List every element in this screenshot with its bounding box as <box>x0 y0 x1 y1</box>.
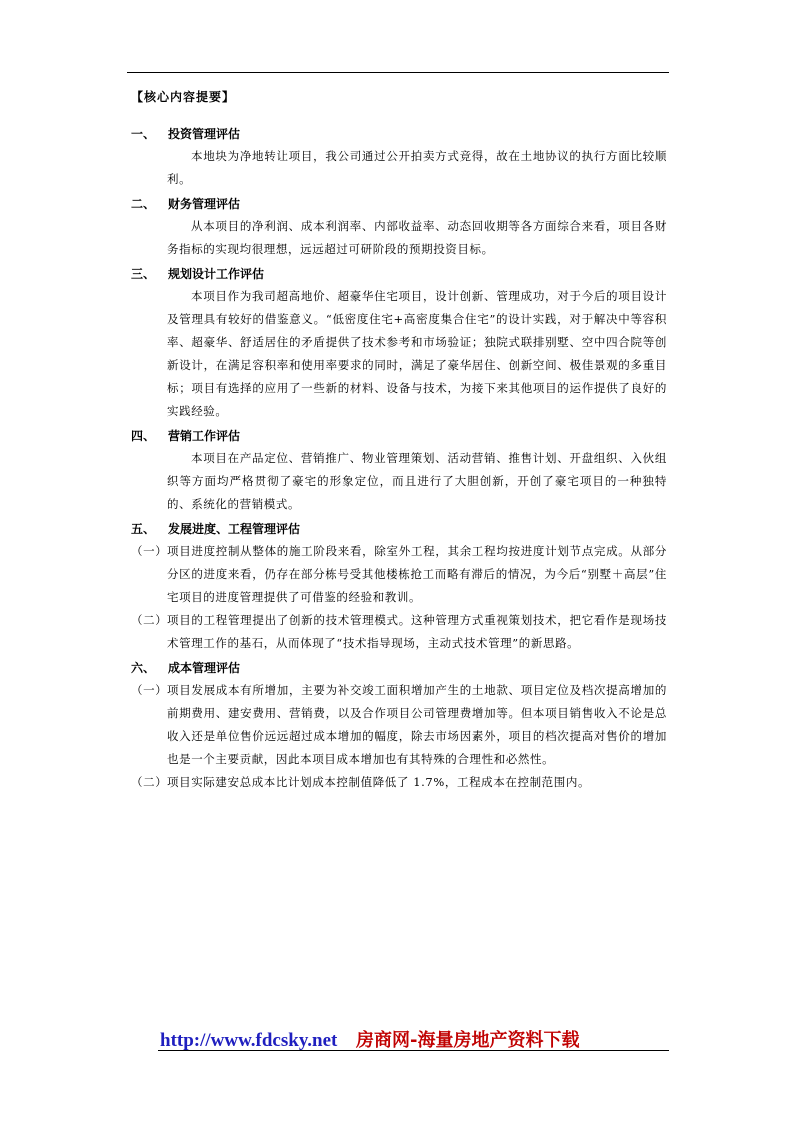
section-title: 投资管理评估 <box>168 127 241 141</box>
header-rule <box>127 72 669 73</box>
section-number: 六、 <box>131 661 156 675</box>
sub-item-text: 项目的工程管理提出了创新的技术管理模式。这种管理方式重视策划技术，把它看作是现场技术管理工作的基石，从而体现了“技术指导现场，主动式技术管理”的新思路。 <box>167 613 667 650</box>
sub-item <box>131 771 667 794</box>
section-title: 营销工作评估 <box>168 429 241 443</box>
section-progress-engineering <box>131 518 667 655</box>
section-heading <box>131 425 667 447</box>
sub-item-number: （一） <box>131 544 168 558</box>
sub-item <box>131 679 667 771</box>
sub-item-number: （二） <box>131 775 168 789</box>
section-heading <box>131 657 667 679</box>
section-number: 五、 <box>131 522 156 536</box>
section-title: 财务管理评估 <box>168 197 241 211</box>
section-heading <box>131 263 667 285</box>
section-marketing <box>131 425 667 516</box>
sub-item <box>131 540 667 609</box>
section-heading <box>131 518 667 540</box>
footer-rule <box>158 1050 669 1051</box>
section-number: 一、 <box>131 127 156 141</box>
section-number: 四、 <box>131 429 156 443</box>
sub-item-text: 项目发展成本有所增加，主要为补交竣工面积增加产生的土地款、项目定位及档次提高增加的前期费用、建安费用、营销费，以及合作项目公司管理费增加等。但本项目销售收入不论是总收入还是单位售价远远超过成本增加的幅度，除去市场因素外，项目的档次提高对售价的增加也是一个主要贡献，因此本项目成本增加也有其特殊的合理性和必然性。 <box>167 683 667 766</box>
section-paragraph: 本地块为净地转让项目，我公司通过公开拍卖方式竞得，故在土地协议的执行方面比较顺利。 <box>167 149 667 186</box>
footer-banner <box>160 1026 579 1052</box>
section-heading <box>131 123 667 145</box>
section-paragraph: 本项目在产品定位、营销推广、物业管理策划、活动营销、推售计划、开盘组织、入伙组织等方面均严格贯彻了豪宅的形象定位，而且进行了大胆创新，开创了豪宅项目的一种独特的、系统化的营销模式。 <box>167 451 667 511</box>
section-paragraph: 本项目作为我司超高地价、超豪华住宅项目，设计创新、管理成功，对于今后的项目设计及管理具有较好的借鉴意义。“低密度住宅+高密度集合住宅”的设计实践，对于解决中等容积率、超豪华、舒适居住的矛盾提供了技术参考和市场验证；独院式联排别墅、空中四合院等创新设计，在满足容积率和使用率要求的同时，满足了豪华居住、创新空间、极佳景观的多重目标；项目有选择的应用了一些新的材料、设备与技术，为接下来其他项目的运作提供了良好的实践经验。 <box>167 289 667 418</box>
sub-item-number: （一） <box>131 683 168 697</box>
footer-url-link[interactable]: http://www.fdcsky.net <box>160 1030 338 1051</box>
section-planning-design <box>131 263 667 423</box>
section-heading <box>131 193 667 215</box>
sub-item-text: 项目进度控制从整体的施工阶段来看，除室外工程，其余工程均按进度计划节点完成。从部分分区的进度来看，仍存在部分栋号受其他楼栋抢工而略有滞后的情况，为今后“别墅＋高层”住宅项目的进度管理提供了可借鉴的经验和教训。 <box>167 544 667 604</box>
footer-site-name: 房商网-海量房地产资料下载 <box>355 1030 580 1051</box>
section-number: 二、 <box>131 197 156 211</box>
section-title: 成本管理评估 <box>168 661 241 675</box>
section-cost-management <box>131 657 667 794</box>
section-paragraph: 从本项目的净利润、成本利润率、内部收益率、动态回收期等各方面综合来看，项目各财务指标的实现均很理想，远远超过可研阶段的预期投资目标。 <box>167 219 667 256</box>
section-investment <box>131 123 667 191</box>
section-title: 发展进度、工程管理评估 <box>168 522 301 536</box>
section-number: 三、 <box>131 267 156 281</box>
document-body <box>131 88 667 794</box>
sub-item <box>131 609 667 655</box>
section-finance <box>131 193 667 261</box>
core-content-title: 【核心内容提要】 <box>131 90 236 104</box>
sub-item-text: 项目实际建安总成本比计划成本控制值降低了 1.7%，工程成本在控制范围内。 <box>167 775 591 789</box>
sub-item-number: （二） <box>131 613 168 627</box>
section-title: 规划设计工作评估 <box>168 267 265 281</box>
